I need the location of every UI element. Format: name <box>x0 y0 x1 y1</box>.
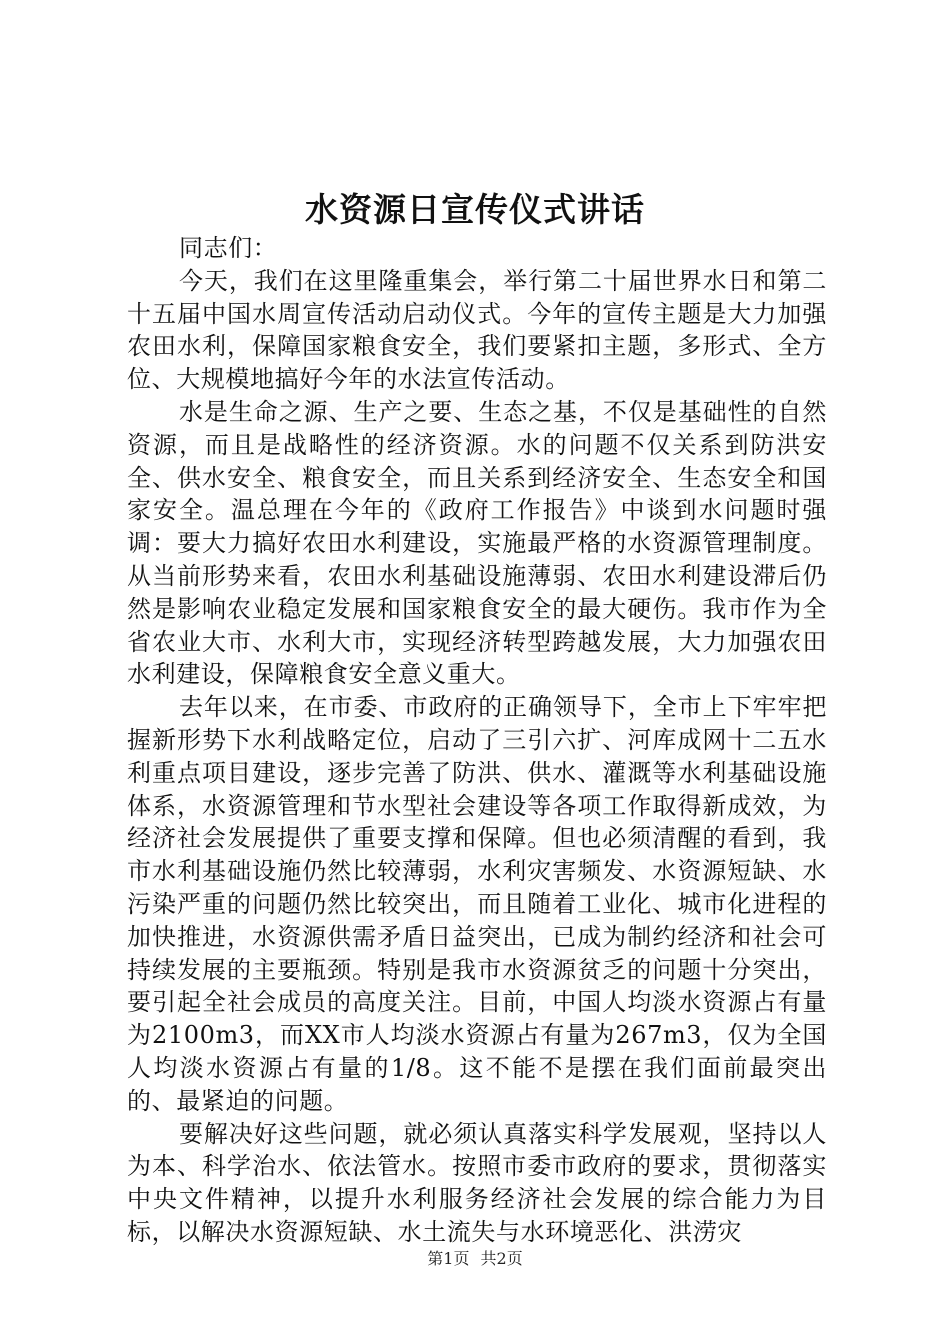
page-total: 共2页 <box>480 1249 523 1268</box>
document-title: 水资源日宣传仪式讲话 <box>305 190 645 229</box>
paragraph: 要解决好这些问题，就必须认真落实科学发展观，坚持以人为本、科学治水、依法管水。按照市委市政府的要求，贯彻落实中央文件精神，以提升水利服务经济社会发展的综合能力为目标，以解决水资源短缺、水土流失与水环境恶化、洪涝灾 <box>127 1119 827 1246</box>
paragraph: 水是生命之源、生产之要、生态之基，不仅是基础性的自然资源，而且是战略性的经济资源。水的问题不仅关系到防洪安全、供水安全、粮食安全，而且关系到经济安全、生态安全和国家安全。温总理在今年的《政府工作报告》中谈到水问题时强调：要大力搞好农田水利建设，实施最严格的水资源管理制度。从当前形势来看，农田水利基础设施薄弱、农田水利建设滞后仍然是影响农业稳定发展和国家粮食安全的最大硬伤。我市作为全省农业大市、水利大市，实现经济转型跨越发展，大力加强农田水利建设，保障粮食安全意义重大。 <box>127 397 827 689</box>
page-footer <box>0 1246 950 1269</box>
page-number: 第1页 <box>427 1249 470 1268</box>
paragraph: 去年以来，在市委、市政府的正确领导下，全市上下牢牢把握新形势下水利战略定位，启动了三引六扩、河库成网十二五水利重点项目建设，逐步完善了防洪、供水、灌溉等水利基础设施体系，水资源管理和节水型社会建设等各项工作取得新成效，为经济社会发展提供了重要支撑和保障。但也必须清醒的看到，我市水利基础设施仍然比较薄弱，水利灾害频发、水资源短缺、水污染严重的问题仍然比较突出，而且随着工业化、城市化进程的加快推进，水资源供需矛盾日益突出，已成为制约经济和社会可持续发展的主要瓶颈。特别是我市水资源贫乏的问题十分突出，要引起全社会成员的高度关注。目前，中国人均淡水资源占有量为2100m3，而XX市人均淡水资源占有量为267m3，仅为全国人均淡水资源占有量的1/8。这不能不是摆在我们面前最突出的、最紧迫的问题。 <box>127 693 827 1115</box>
document-body <box>127 232 827 1249</box>
paragraph: 今天，我们在这里隆重集会，举行第二十届世界水日和第二十五届中国水周宣传活动启动仪式。今年的宣传主题是大力加强农田水利，保障国家粮食安全，我们要紧扣主题，多形式、全方位、大规模地搞好今年的水法宣传活动。 <box>127 266 827 394</box>
paragraph-salutation: 同志们： <box>179 234 278 262</box>
